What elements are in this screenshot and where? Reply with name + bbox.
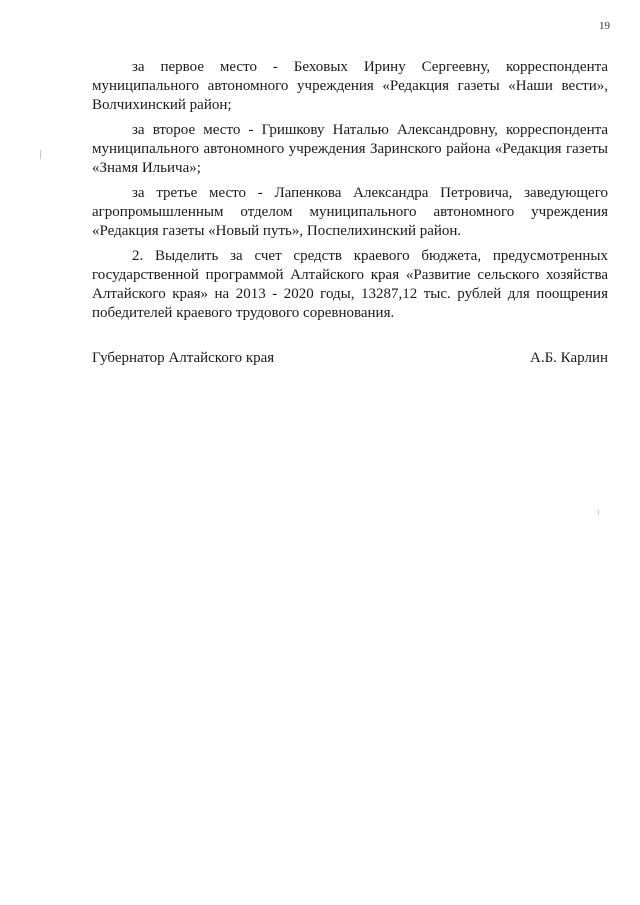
signature-block: [92, 349, 608, 368]
paragraph-budget-allocation: 2. Выделить за счет средств краевого бюджета, предусмотренных государственной программой Алтайского края «Развитие сельского хозяйства Алтайского края» на 2013 - 2020 годы, 13287,12 тыс. рублей для поощрения победителей краевого трудового соревнования.: [92, 248, 608, 321]
paragraph-third-place: за третье место - Лапенкова Александра Петровича, заведующего агропромышленным отделом муниципального автономного учреждения «Редакция газеты «Новый путь», Поспелихинский район.: [92, 185, 608, 239]
signatory-name: А.Б. Карлин: [529, 350, 608, 366]
paragraph-first-place: за первое место - Беховых Ирину Сергеевну, корреспондента муниципального автономного учреждения «Редакция газеты «Наши вести», Волчихинский район;: [92, 59, 608, 113]
document-body: [92, 58, 608, 329]
page-number: 19: [599, 20, 610, 32]
scan-speck: [40, 150, 41, 159]
scan-speck: [598, 510, 599, 515]
signatory-position: Губернатор Алтайского края: [92, 350, 275, 366]
paragraph-second-place: за второе место - Гришкову Наталью Александровну, корреспондента муниципального автономного учреждения Заринского района «Редакция газеты «Знамя Ильича»;: [92, 122, 608, 176]
